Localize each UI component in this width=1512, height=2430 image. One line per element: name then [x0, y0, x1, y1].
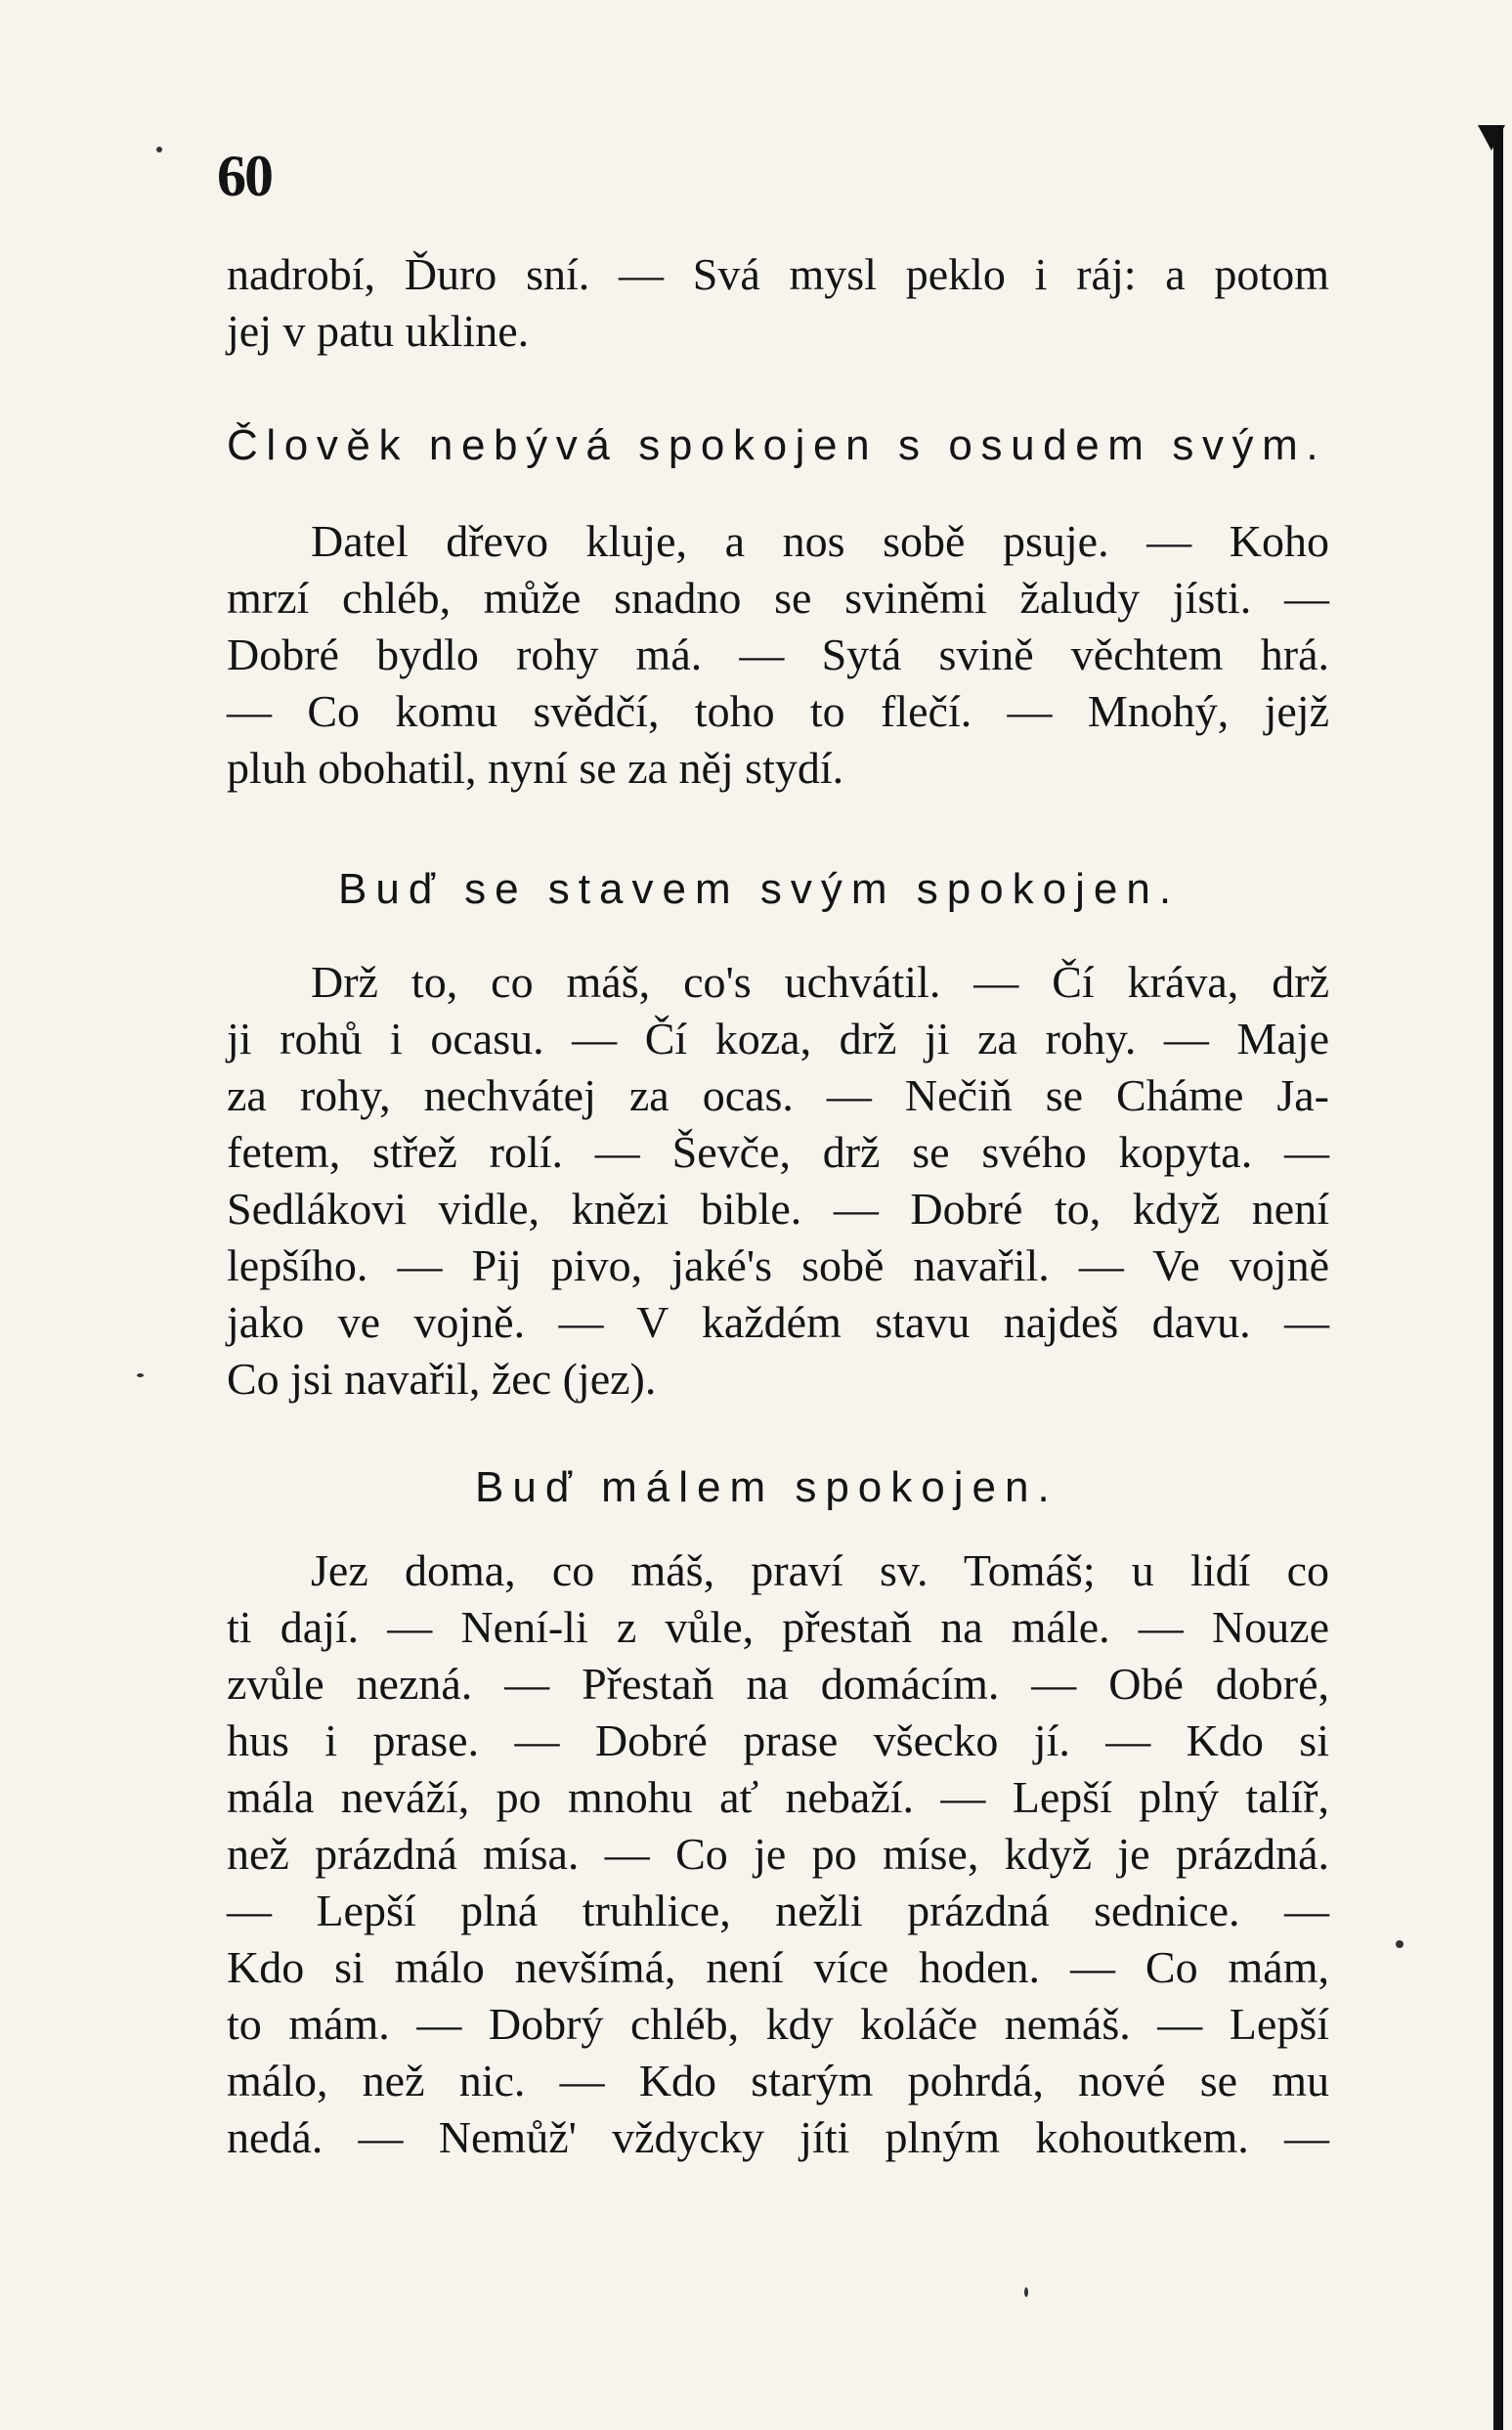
paper-speck — [137, 1373, 144, 1377]
section-heading: Buď se stavem svým spokojen. — [338, 865, 1181, 913]
text-line: hus i prase. — Dobré prase všecko jí. — Kdo si — [227, 1715, 1329, 1765]
text-line: — Co komu svědčí, toho to flečí. — Mnohý, jejž — [227, 686, 1329, 736]
text-line: ti dají. — Není-li z vůle, přestaň na mále. — Nouze — [227, 1602, 1329, 1652]
text-line: Jez doma, co máš, praví sv. Tomáš; u lidí co — [311, 1545, 1329, 1595]
text-line: než prázdná mísa. — Co je po míse, když je prázdná. — [227, 1829, 1329, 1879]
paper-speck — [1024, 2287, 1028, 2297]
text-line: ji rohů i ocasu. — Čí koza, drž ji za rohy. — Maje — [227, 1014, 1329, 1063]
page-number: 60 — [217, 144, 272, 208]
page-edge-shadow — [1493, 127, 1503, 2430]
paper-speck — [1396, 1940, 1404, 1948]
section-heading: Buď málem spokojen. — [475, 1463, 1058, 1511]
text-line: lepšího. — Pij pivo, jaké's sobě navařil. — Ve vojně — [227, 1240, 1329, 1290]
section-paragraph — [227, 513, 1329, 797]
text-line: za rohy, nechvátej za ocas. — Nečiň se Cháme Ja- — [227, 1070, 1329, 1120]
text-line: Datel dřevo kluje, a nos sobě psuje. — Koho — [311, 516, 1329, 566]
text-line: mrzí chléb, může snadno se sviněmi žaludy jísti. — — [227, 573, 1329, 623]
text-line: zvůle nezná. — Přestaň na domácím. — Obé dobré, — [227, 1659, 1329, 1709]
page-marker-triangle — [1478, 125, 1505, 151]
text-line: jej v patu ukline. — [227, 306, 530, 356]
text-line: to mám. — Dobrý chléb, kdy koláče nemáš. — Lepší — [227, 1999, 1329, 2049]
text-line: nadrobí, Ďuro sní. — Svá mysl peklo i ráj: a potom — [227, 249, 1329, 299]
text-line: pluh obohatil, nyní se za něj stydí. — [227, 743, 844, 793]
text-line: Kdo si málo nevšímá, není více hoden. — Co mám, — [227, 1942, 1329, 1992]
intro-paragraph — [227, 246, 1329, 360]
paper-speck — [156, 147, 162, 152]
text-line: mála neváží, po mnohu ať nebaží. — Lepší plný talíř, — [227, 1772, 1329, 1822]
text-line: fetem, střež rolí. — Ševče, drž se svého kopyta. — — [227, 1127, 1329, 1177]
text-line: Co jsi navařil, žec (jez). — [227, 1354, 657, 1404]
section-paragraph — [227, 1542, 1329, 2166]
text-line: jako ve vojně. — V každém stavu najdeš davu. — — [227, 1297, 1329, 1347]
text-line: Dobré bydlo rohy má. — Sytá svině věchtem hrá. — [227, 629, 1329, 679]
text-line: Sedlákovi vidle, knězi bible. — Dobré to, když není — [227, 1184, 1329, 1234]
text-line: — Lepší plná truhlice, nežli prázdná sednice. — — [227, 1886, 1329, 1935]
section-paragraph — [227, 954, 1329, 1408]
text-line: nedá. — Nemůž' vždycky jíti plným kohoutkem. — — [227, 2112, 1329, 2162]
text-line: málo, než nic. — Kdo starým pohrdá, nové se mu — [227, 2056, 1329, 2105]
section-heading: Člověk nebývá spokojen s osudem svým. — [227, 421, 1327, 469]
text-line: Drž to, co máš, co's uchvátil. — Čí kráva, drž — [311, 957, 1329, 1007]
